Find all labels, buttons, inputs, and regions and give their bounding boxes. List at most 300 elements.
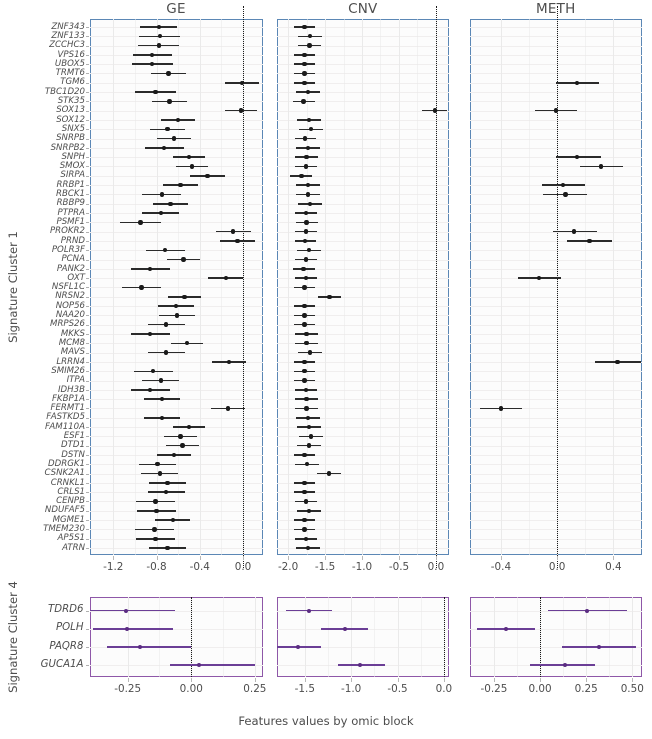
y-tick [86,46,89,47]
x-tick-label: 0.00 [528,683,552,695]
point-estimate [302,71,306,75]
point-estimate [160,416,164,420]
point-estimate [307,509,311,513]
reference-line-zero [436,6,437,568]
x-tick-label: 0.0 [435,683,453,695]
point-estimate [304,499,308,503]
y-tick [86,260,89,261]
point-estimate [575,81,579,85]
point-estimate [166,71,170,75]
y-tick-label-gene: MGME1 [52,514,85,525]
y-tick-label-gene: CENPB [56,496,85,507]
y-tick [86,455,89,456]
y-tick [86,511,89,512]
y-tick [86,474,89,475]
point-estimate [302,25,306,29]
x-tick-label: -1.0 [351,561,373,573]
gridline-h [90,390,263,391]
y-tick [86,399,89,400]
x-tick [113,556,114,560]
y-tick [86,390,89,391]
gridline-v [288,19,289,555]
point-estimate [304,406,308,410]
y-tick-label-gene: GUCA1A [40,658,84,670]
reference-line-zero [444,597,445,677]
gridline-h [90,334,263,335]
x-tick [501,556,502,560]
gridline-h [470,101,642,102]
x-tick [557,556,558,560]
y-tick [86,362,89,363]
x-tick-label: 0.25 [574,683,598,695]
y-tick [86,371,89,372]
y-tick-label-gene: PANK2 [56,263,85,274]
point-estimate [615,360,619,364]
gridline-h [470,548,642,549]
point-estimate [181,257,185,261]
gridline-h [470,474,642,475]
gridline-h [470,539,642,540]
point-estimate [165,127,169,131]
point-estimate [168,202,172,206]
y-tick-label-gene: SOX12 [56,114,85,125]
point-estimate [157,25,161,29]
panel-title-ge: GE [166,1,186,17]
y-tick-label-gene: NRSN2 [55,291,85,302]
y-tick [86,232,89,233]
y-tick [86,287,89,288]
point-estimate [343,627,347,631]
y-tick-label-gene: RRBP1 [56,179,85,190]
gridline-h [470,73,642,74]
x-tick-label: 0.0 [234,561,252,573]
y-tick [86,120,89,121]
gridline-h [470,501,642,502]
y-tick-label-gene: UBOX5 [54,58,85,69]
x-tick [243,556,244,560]
gridline-h [90,55,263,56]
y-tick-label-gene: DTD1 [61,440,85,451]
x-tick [157,556,158,560]
y-tick-label-gene: AP5S1 [57,533,85,544]
x-tick-label: -1.2 [103,561,124,573]
point-estimate [154,509,158,513]
x-tick-label: -1.5 [314,561,336,573]
y-tick [86,381,89,382]
x-tick [288,556,289,560]
point-estimate [240,81,244,85]
point-estimate [302,62,306,66]
point-estimate [572,229,576,233]
y-tick [86,492,89,493]
point-estimate [302,518,306,522]
y-tick-label-gene: SNX5 [61,123,85,134]
gridline-h [90,464,263,465]
x-tick-label: 0.0 [427,561,445,573]
x-tick [444,678,445,682]
x-tick-label: 0.50 [620,683,644,695]
y-tick [86,148,89,149]
gridline-h [90,539,263,540]
y-tick-label-gene: NDUFAF5 [44,505,85,516]
y-tick-label-gene: ZNF343 [51,21,85,32]
gridline-v [494,597,495,677]
panel-title-meth: METH [536,1,576,17]
point-estimate [153,90,157,94]
point-estimate [157,43,161,47]
x-tick-label: 0.0 [548,561,566,573]
x-tick-label: 0.25 [243,683,267,695]
point-estimate [160,192,164,196]
gridline-v-minor [221,19,222,555]
y-tick [86,334,89,335]
gridline-h [470,483,642,484]
x-tick-label: -0.4 [490,561,512,573]
y-tick-label-gene: PRND [60,235,85,246]
point-estimate [239,108,243,112]
y-tick-label-gene: ZNF133 [51,30,85,41]
y-tick [86,278,89,279]
point-estimate [304,164,308,168]
y-tick-label-gene: DDRGK1 [48,458,85,469]
x-tick [494,678,495,682]
y-tick-label-gene: SNRPB [56,133,85,144]
point-estimate [172,453,176,457]
y-tick [86,353,89,354]
x-tick-label: 0.00 [179,683,203,695]
point-estimate [302,322,306,326]
point-estimate [563,192,567,196]
y-tick [86,427,89,428]
x-tick-label: 0.4 [605,561,622,573]
point-estimate [301,99,305,103]
y-tick-label-gene: STK35 [57,96,85,107]
point-estimate [180,443,184,447]
point-estimate [301,267,305,271]
gridline-h [470,529,642,530]
gridline-h [470,260,642,261]
point-estimate [302,313,306,317]
gridline-h [470,287,642,288]
y-axis-title-cluster4: Signature Cluster 4 [6,581,20,693]
x-axis-title: Features values by omic block [238,714,414,728]
gridline-h [470,371,642,372]
y-tick-label-gene: CRNKL1 [50,477,85,488]
gridline-h [470,381,642,382]
point-estimate [205,174,209,178]
x-tick [255,678,256,682]
gridline-h [470,92,642,93]
y-tick-label-gene: ATRN [62,542,85,553]
x-tick [632,678,633,682]
y-tick [86,55,89,56]
y-tick [86,27,89,28]
gridline-h [470,176,642,177]
y-tick-label-gene: MAVS [60,347,85,358]
gridline-h [470,353,642,354]
gridline-h [470,36,642,37]
gridline-h [90,501,263,502]
y-tick-label-gene: TGM6 [60,77,85,88]
y-tick-label-gene: NSFL1C [51,282,85,293]
gridline-v [200,19,201,555]
y-tick-label-gene: POLH [56,622,84,634]
confidence-interval [107,646,191,648]
y-tick-label-gene: OXT [67,272,85,283]
y-tick-label-gene: TBC1D20 [44,86,85,97]
confidence-interval [90,610,175,612]
y-tick-label-gene: DSTN [61,449,85,460]
gridline-h [470,315,642,316]
gridline-h [90,222,263,223]
gridline-h [470,343,642,344]
point-estimate [302,285,306,289]
point-estimate [139,285,143,289]
point-estimate [125,627,129,631]
point-estimate [302,53,306,57]
y-tick [86,408,89,409]
y-tick [86,501,89,502]
point-estimate [585,609,589,613]
point-estimate [304,257,308,261]
y-tick [86,629,89,630]
point-estimate [302,527,306,531]
y-tick-label-gene: NOP56 [55,300,85,311]
y-tick [86,139,89,140]
gridline-h [470,399,642,400]
y-tick [86,83,89,84]
y-tick-label-gene: SNPH [61,151,85,162]
gridline-h [470,129,642,130]
gridline-h [90,269,263,270]
y-tick-label-gene: LRRN4 [56,356,85,367]
y-tick [86,250,89,251]
point-estimate [306,192,310,196]
y-tick [86,297,89,298]
y-tick-label-gene: MKKS [60,328,85,339]
point-estimate [599,164,603,168]
gridline-v [613,19,614,555]
y-tick [86,157,89,158]
point-estimate [175,313,179,317]
gridline-v [362,19,363,555]
point-estimate [304,537,308,541]
point-estimate [304,388,308,392]
y-tick [86,548,89,549]
y-tick [86,166,89,167]
point-estimate [158,471,162,475]
y-tick-label-gene: TDRD6 [48,604,84,616]
point-estimate [302,304,306,308]
x-tick-label: -0.5 [387,683,408,695]
point-estimate [554,108,558,112]
x-tick [128,678,129,682]
y-tick-label-gene: FKBP1A [51,393,85,404]
gridline-v [325,19,326,555]
point-estimate [302,490,306,494]
gridline-v-minor [585,19,586,555]
gridline-h [90,92,263,93]
gridline-v-minor [344,19,345,555]
y-tick [86,269,89,270]
confidence-interval [170,664,255,666]
gridline-h [470,64,642,65]
y-tick [86,325,89,326]
y-tick [86,436,89,437]
y-tick-label-gene: NAA20 [55,310,85,321]
point-estimate [138,220,142,224]
point-estimate [587,239,591,243]
point-estimate [307,43,311,47]
confidence-interval [93,628,173,630]
x-tick-label: -1.0 [341,683,362,695]
gridline-h [90,64,263,65]
y-tick-label-gene: MRPS26 [50,319,85,330]
gridline-v [398,597,399,677]
y-tick-label-gene: ZCCHC3 [49,40,85,51]
x-tick-label: -1.5 [294,683,315,695]
point-estimate [499,406,503,410]
gridline-h [470,390,642,391]
x-tick [540,678,541,682]
point-estimate [178,434,182,438]
y-tick-label-gene: PSMF1 [56,217,85,228]
y-tick-label-gene: SIRPA [60,170,85,181]
x-tick [613,556,614,560]
point-estimate [304,397,308,401]
gridline-h [470,297,642,298]
y-tick-label-gene: RBBP9 [56,198,85,209]
point-estimate [172,136,176,140]
point-estimate [182,295,186,299]
gridline-h [470,418,642,419]
gridline-v-minor [417,19,418,555]
y-tick-label-gene: TMEM230 [43,524,85,535]
point-estimate [302,378,306,382]
gridline-h [90,511,263,512]
point-estimate [309,434,313,438]
gridline-h [470,204,642,205]
y-tick-label-gene: PTPRA [57,207,85,218]
x-tick [351,678,352,682]
y-tick [86,483,89,484]
gridline-h [90,529,263,530]
x-tick [399,556,400,560]
y-tick-label-gene: SMOX [59,161,85,172]
y-tick [86,315,89,316]
gridline-v [113,19,114,555]
point-estimate [302,481,306,485]
point-estimate [307,609,311,613]
gridline-v-minor [421,597,422,677]
gridline-h [90,371,263,372]
y-tick-label-gene: CSNK2A1 [44,468,85,479]
gridline-v [255,597,256,677]
y-tick-label-gene: PAQR8 [49,640,84,652]
gridline-h [470,511,642,512]
y-tick-label-gene: SNRPB2 [50,142,85,153]
gridline-v-minor [517,597,518,677]
y-tick-label-gene: MCM8 [58,337,85,348]
gridline-h [470,455,642,456]
y-tick [86,529,89,530]
gridline-h [470,148,642,149]
y-tick [86,446,89,447]
gridline-v [632,597,633,677]
reference-line-zero [557,6,558,568]
point-estimate [159,378,163,382]
point-estimate [124,609,128,613]
gridline-h [470,427,642,428]
point-estimate [152,527,156,531]
gridline-v [399,19,400,555]
y-tick-label-gene: SMIM26 [51,365,85,376]
y-tick [86,194,89,195]
y-tick-label-gene: POLR3F [51,244,85,255]
x-tick [398,678,399,682]
gridline-h [470,222,642,223]
point-estimate [302,453,306,457]
point-estimate [327,295,331,299]
y-axis-title-cluster1: Signature Cluster 1 [6,231,20,343]
y-tick [86,185,89,186]
gridline-h [90,176,263,177]
point-estimate [165,546,169,550]
point-estimate [167,99,171,103]
point-estimate [226,406,230,410]
gridline-h [470,306,642,307]
point-estimate [327,471,331,475]
gridline-v-minor [178,19,179,555]
point-estimate [307,118,311,122]
y-tick [86,111,89,112]
point-estimate [307,443,311,447]
y-tick [86,213,89,214]
y-tick [86,343,89,344]
y-tick-label-gene: RBCK1 [56,189,85,200]
gridline-v-minor [529,19,530,555]
x-tick-label: -0.25 [114,683,142,695]
x-tick [586,678,587,682]
reference-line-zero [243,6,244,568]
gridline-h [470,120,642,121]
y-tick-label-gene: FERMT1 [50,403,85,414]
gridline-h [470,492,642,493]
y-tick-label-gene: FASTKD5 [46,412,85,423]
point-estimate [302,360,306,364]
gridline-h [470,139,642,140]
y-tick-label-gene: ITPA [66,375,85,386]
x-tick [325,556,326,560]
x-tick-label: -0.8 [146,561,167,573]
gridline-v [501,19,502,555]
y-tick-label-gene: VPS16 [57,49,85,60]
y-tick [86,64,89,65]
x-tick [305,678,306,682]
y-tick [86,176,89,177]
point-estimate [299,174,303,178]
y-tick [86,204,89,205]
panel-title-cnv: CNV [348,1,378,17]
x-tick [200,556,201,560]
x-tick-label: -2.0 [277,561,299,573]
y-tick-label-gene: ESF1 [63,431,85,442]
y-tick-label-gene: SOX13 [56,105,85,116]
y-tick-label-gene: IDH3B [58,384,85,395]
point-estimate [178,183,182,187]
y-tick [86,611,89,612]
gridline-h [470,55,642,56]
